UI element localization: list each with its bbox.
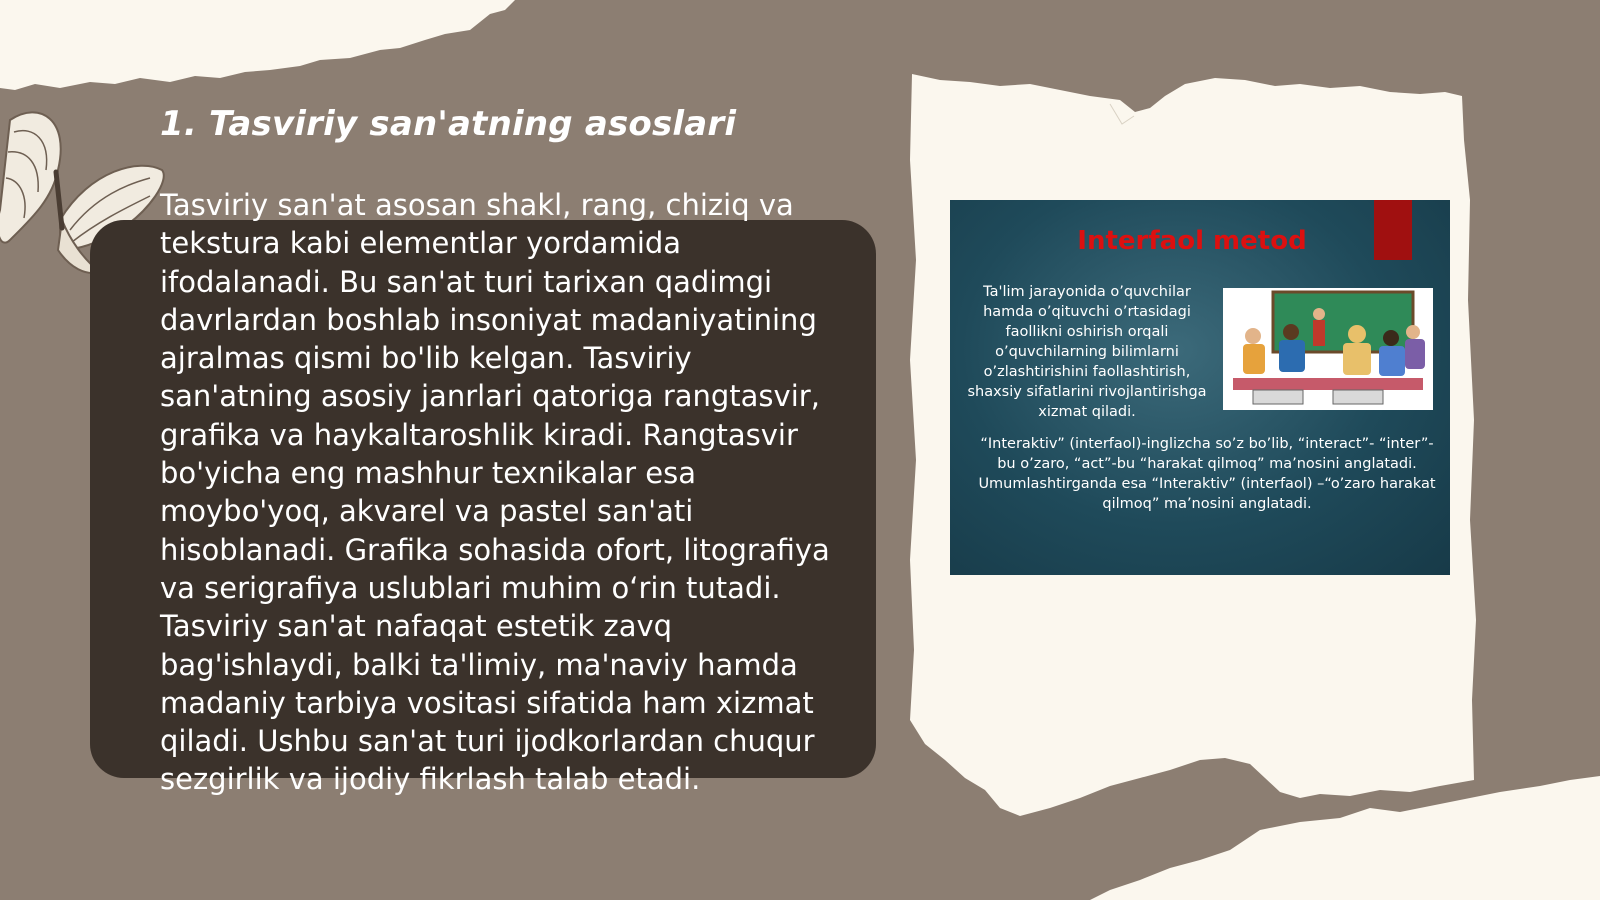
slide-title: Interfaol metod	[1077, 226, 1307, 256]
slide-bottom-text: “Interaktiv” (interfaol)-inglizcha so’z bo’lib, “interact”- “inter”-bu o’zaro, “act”-bu “harakat qilmoq” ma’nosini anglatadi. Umumlashtirganda esa “Interaktiv” (interfaol) –“o’zaro harakat qilmoq” ma’nosini anglatadi.	[978, 436, 1436, 512]
slide-left-text: Ta'lim jarayonida o’quvchilar hamda o’qituvchi o’rtasidagi faollikni oshirish orqali o’quvchilarning bilimlarni o’zlashtirishini faollashtirish, shaxsiy sifatlarini rivojlantirishga xizmat qiladi.	[967, 284, 1207, 420]
section-heading: 1. Tasviriy san'atning asoslari	[160, 104, 737, 144]
classroom-illustration	[1223, 288, 1433, 410]
body-paragraph: Tasviriy san'at asosan shakl, rang, chiziq va tekstura kabi elementlar yordamida ifodalanadi. Bu san'at turi tarixan qadimgi davrlardan boshlab insoniyat madaniyatining ajralmas qismi bo'lib kelgan. Tasviriy san'atning asosiy janrlari qatoriga rangtasvir, grafika va haykaltaroshlik kiradi. Rangtasvir bo'yicha eng mashhur texnikalar esa moybo'yoq, akvarel va pastel san'ati hisoblanadi. Grafika sohasida ofort, litografiya va serigrafiya uslublari muhim o‘rin tutadi. Tasviriy san'at nafaqat estetik zavq bag'ishlaydi, balki ta'limiy, ma'naviy hamda madaniy tarbiya vositasi sifatida ham xizmat qiladi. Ushbu san'at turi ijodkorlardan chuqur sezgirlik va ijodiy fikrlash talab etadi.	[160, 188, 830, 797]
interfaol-metod-slide-image	[950, 200, 1450, 575]
